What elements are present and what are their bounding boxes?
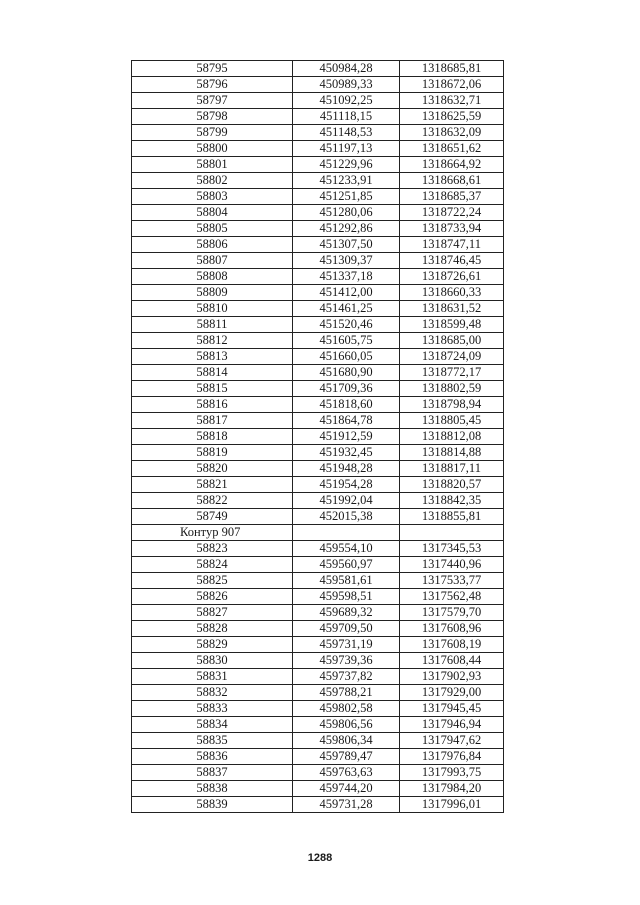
x-coordinate-cell: 451461,25 [293,301,400,317]
table-row [132,589,504,605]
point-number-cell: 58812 [132,333,293,349]
y-coordinate-cell: 1318726,61 [400,269,504,285]
y-coordinate-cell: 1318746,45 [400,253,504,269]
point-number-cell: 58823 [132,541,293,557]
x-coordinate-cell: 459802,58 [293,701,400,717]
table-row [132,237,504,253]
table-row [132,605,504,621]
y-coordinate-cell: 1317945,45 [400,701,504,717]
x-coordinate-cell: 459560,97 [293,557,400,573]
x-coordinate-cell: 451233,91 [293,173,400,189]
table-row [132,221,504,237]
table-row [132,573,504,589]
point-number-cell: 58818 [132,429,293,445]
x-coordinate-cell: 459739,36 [293,653,400,669]
point-number-cell: 58829 [132,637,293,653]
y-coordinate-cell: 1317996,01 [400,797,504,813]
y-coordinate-cell: 1318599,48 [400,317,504,333]
point-number-cell: 58809 [132,285,293,301]
x-coordinate-cell: 450989,33 [293,77,400,93]
point-number-cell: 58835 [132,733,293,749]
point-number-cell: 58799 [132,125,293,141]
point-number-cell: 58836 [132,749,293,765]
table-row [132,173,504,189]
page-number: 1288 [307,852,333,864]
y-coordinate-cell: 1318733,94 [400,221,504,237]
table-row [132,253,504,269]
x-coordinate-cell: 451148,53 [293,125,400,141]
point-number-cell: 58804 [132,205,293,221]
table-row [132,413,504,429]
y-coordinate-cell: 1317608,96 [400,621,504,637]
x-coordinate-cell: 451412,00 [293,285,400,301]
x-coordinate-cell: 459689,32 [293,605,400,621]
empty-cell [293,525,400,541]
x-coordinate-cell: 459744,20 [293,781,400,797]
table-row [132,717,504,733]
x-coordinate-cell: 451680,90 [293,365,400,381]
point-number-cell: 58801 [132,157,293,173]
table-row [132,93,504,109]
table-row [132,733,504,749]
x-coordinate-cell: 451818,60 [293,397,400,413]
y-coordinate-cell: 1317533,77 [400,573,504,589]
table-row [132,797,504,813]
y-coordinate-cell: 1318664,92 [400,157,504,173]
y-coordinate-cell: 1318805,45 [400,413,504,429]
y-coordinate-cell: 1317579,70 [400,605,504,621]
table-row [132,669,504,685]
y-coordinate-cell: 1317929,00 [400,685,504,701]
y-coordinate-cell: 1318722,24 [400,205,504,221]
point-number-cell: 58827 [132,605,293,621]
table-row [132,61,504,77]
y-coordinate-cell: 1318747,11 [400,237,504,253]
y-coordinate-cell: 1318772,17 [400,365,504,381]
point-number-cell: 58822 [132,493,293,509]
y-coordinate-cell: 1318798,94 [400,397,504,413]
table-row [132,157,504,173]
y-coordinate-cell: 1317984,20 [400,781,504,797]
x-coordinate-cell: 459806,34 [293,733,400,749]
point-number-cell: 58798 [132,109,293,125]
point-number-cell: 58795 [132,61,293,77]
y-coordinate-cell: 1318817,11 [400,461,504,477]
y-coordinate-cell: 1318820,57 [400,477,504,493]
point-number-cell: 58816 [132,397,293,413]
y-coordinate-cell: 1318631,52 [400,301,504,317]
point-number-cell: 58828 [132,621,293,637]
point-number-cell: 58814 [132,365,293,381]
x-coordinate-cell: 459731,19 [293,637,400,653]
x-coordinate-cell: 451520,46 [293,317,400,333]
y-coordinate-cell: 1318632,09 [400,125,504,141]
y-coordinate-cell: 1318812,08 [400,429,504,445]
x-coordinate-cell: 451197,13 [293,141,400,157]
table-row [132,429,504,445]
x-coordinate-cell: 459789,47 [293,749,400,765]
table-row [132,349,504,365]
table-row [132,77,504,93]
table-row [132,301,504,317]
y-coordinate-cell: 1317608,19 [400,637,504,653]
point-number-cell: 58824 [132,557,293,573]
x-coordinate-cell: 450984,28 [293,61,400,77]
point-number-cell: 58749 [132,509,293,525]
point-number-cell: 58830 [132,653,293,669]
point-number-cell: 58833 [132,701,293,717]
empty-cell [400,525,504,541]
y-coordinate-cell: 1318724,09 [400,349,504,365]
x-coordinate-cell: 451709,36 [293,381,400,397]
y-coordinate-cell: 1317608,44 [400,653,504,669]
y-coordinate-cell: 1318660,33 [400,285,504,301]
coordinates-table [131,60,504,813]
table-row [132,333,504,349]
table-row [132,637,504,653]
y-coordinate-cell: 1318632,71 [400,93,504,109]
table-row [132,381,504,397]
table-row [132,541,504,557]
point-number-cell: 58806 [132,237,293,253]
point-number-cell: 58807 [132,253,293,269]
y-coordinate-cell: 1317562,48 [400,589,504,605]
x-coordinate-cell: 451605,75 [293,333,400,349]
y-coordinate-cell: 1318842,35 [400,493,504,509]
y-coordinate-cell: 1318625,59 [400,109,504,125]
table-row [132,269,504,285]
y-coordinate-cell: 1317976,84 [400,749,504,765]
point-number-cell: 58808 [132,269,293,285]
point-number-cell: 58810 [132,301,293,317]
y-coordinate-cell: 1318685,00 [400,333,504,349]
point-number-cell: 58821 [132,477,293,493]
table-row [132,749,504,765]
table-row [132,205,504,221]
x-coordinate-cell: 451660,05 [293,349,400,365]
point-number-cell: 58838 [132,781,293,797]
table-row [132,109,504,125]
point-number-cell: 58815 [132,381,293,397]
table-row [132,445,504,461]
point-number-cell: 58811 [132,317,293,333]
y-coordinate-cell: 1318814,88 [400,445,504,461]
x-coordinate-cell: 459581,61 [293,573,400,589]
point-number-cell: 58803 [132,189,293,205]
x-coordinate-cell: 451948,28 [293,461,400,477]
x-coordinate-cell: 459731,28 [293,797,400,813]
y-coordinate-cell: 1318672,06 [400,77,504,93]
y-coordinate-cell: 1317440,96 [400,557,504,573]
table-row [132,509,504,525]
table-row [132,557,504,573]
x-coordinate-cell: 451307,50 [293,237,400,253]
table-row [132,765,504,781]
table-row [132,125,504,141]
x-coordinate-cell: 459709,50 [293,621,400,637]
point-number-cell: 58825 [132,573,293,589]
point-number-cell: 58837 [132,765,293,781]
point-number-cell: 58802 [132,173,293,189]
point-number-cell: 58831 [132,669,293,685]
x-coordinate-cell: 451292,86 [293,221,400,237]
y-coordinate-cell: 1317345,53 [400,541,504,557]
y-coordinate-cell: 1317902,93 [400,669,504,685]
y-coordinate-cell: 1318685,81 [400,61,504,77]
section-row [132,525,504,541]
table-row [132,285,504,301]
x-coordinate-cell: 459737,82 [293,669,400,685]
table-row [132,477,504,493]
x-coordinate-cell: 451092,25 [293,93,400,109]
table-row [132,685,504,701]
point-number-cell: 58813 [132,349,293,365]
y-coordinate-cell: 1318668,61 [400,173,504,189]
x-coordinate-cell: 459788,21 [293,685,400,701]
x-coordinate-cell: 459763,63 [293,765,400,781]
x-coordinate-cell: 451992,04 [293,493,400,509]
x-coordinate-cell: 459554,10 [293,541,400,557]
table-row [132,189,504,205]
y-coordinate-cell: 1318685,37 [400,189,504,205]
coordinates-table-body [132,61,504,813]
y-coordinate-cell: 1318651,62 [400,141,504,157]
point-number-cell: 58796 [132,77,293,93]
table-row [132,701,504,717]
table-row [132,461,504,477]
point-number-cell: 58817 [132,413,293,429]
point-number-cell: 58797 [132,93,293,109]
x-coordinate-cell: 451280,06 [293,205,400,221]
point-number-cell: 58805 [132,221,293,237]
x-coordinate-cell: 451118,15 [293,109,400,125]
x-coordinate-cell: 451932,45 [293,445,400,461]
x-coordinate-cell: 451337,18 [293,269,400,285]
section-label: Контур 907 [132,525,293,541]
y-coordinate-cell: 1317946,94 [400,717,504,733]
x-coordinate-cell: 451309,37 [293,253,400,269]
point-number-cell: 58832 [132,685,293,701]
point-number-cell: 58834 [132,717,293,733]
point-number-cell: 58826 [132,589,293,605]
table-row [132,621,504,637]
point-number-cell: 58800 [132,141,293,157]
x-coordinate-cell: 451912,59 [293,429,400,445]
point-number-cell: 58839 [132,797,293,813]
table-row [132,781,504,797]
table-row [132,317,504,333]
point-number-cell: 58820 [132,461,293,477]
point-number-cell: 58819 [132,445,293,461]
x-coordinate-cell: 451954,28 [293,477,400,493]
x-coordinate-cell: 451864,78 [293,413,400,429]
table-row [132,397,504,413]
x-coordinate-cell: 459806,56 [293,717,400,733]
table-row [132,365,504,381]
x-coordinate-cell: 459598,51 [293,589,400,605]
x-coordinate-cell: 452015,38 [293,509,400,525]
table-row [132,493,504,509]
y-coordinate-cell: 1318802,59 [400,381,504,397]
x-coordinate-cell: 451251,85 [293,189,400,205]
y-coordinate-cell: 1317947,62 [400,733,504,749]
x-coordinate-cell: 451229,96 [293,157,400,173]
y-coordinate-cell: 1318855,81 [400,509,504,525]
table-row [132,141,504,157]
y-coordinate-cell: 1317993,75 [400,765,504,781]
table-row [132,653,504,669]
